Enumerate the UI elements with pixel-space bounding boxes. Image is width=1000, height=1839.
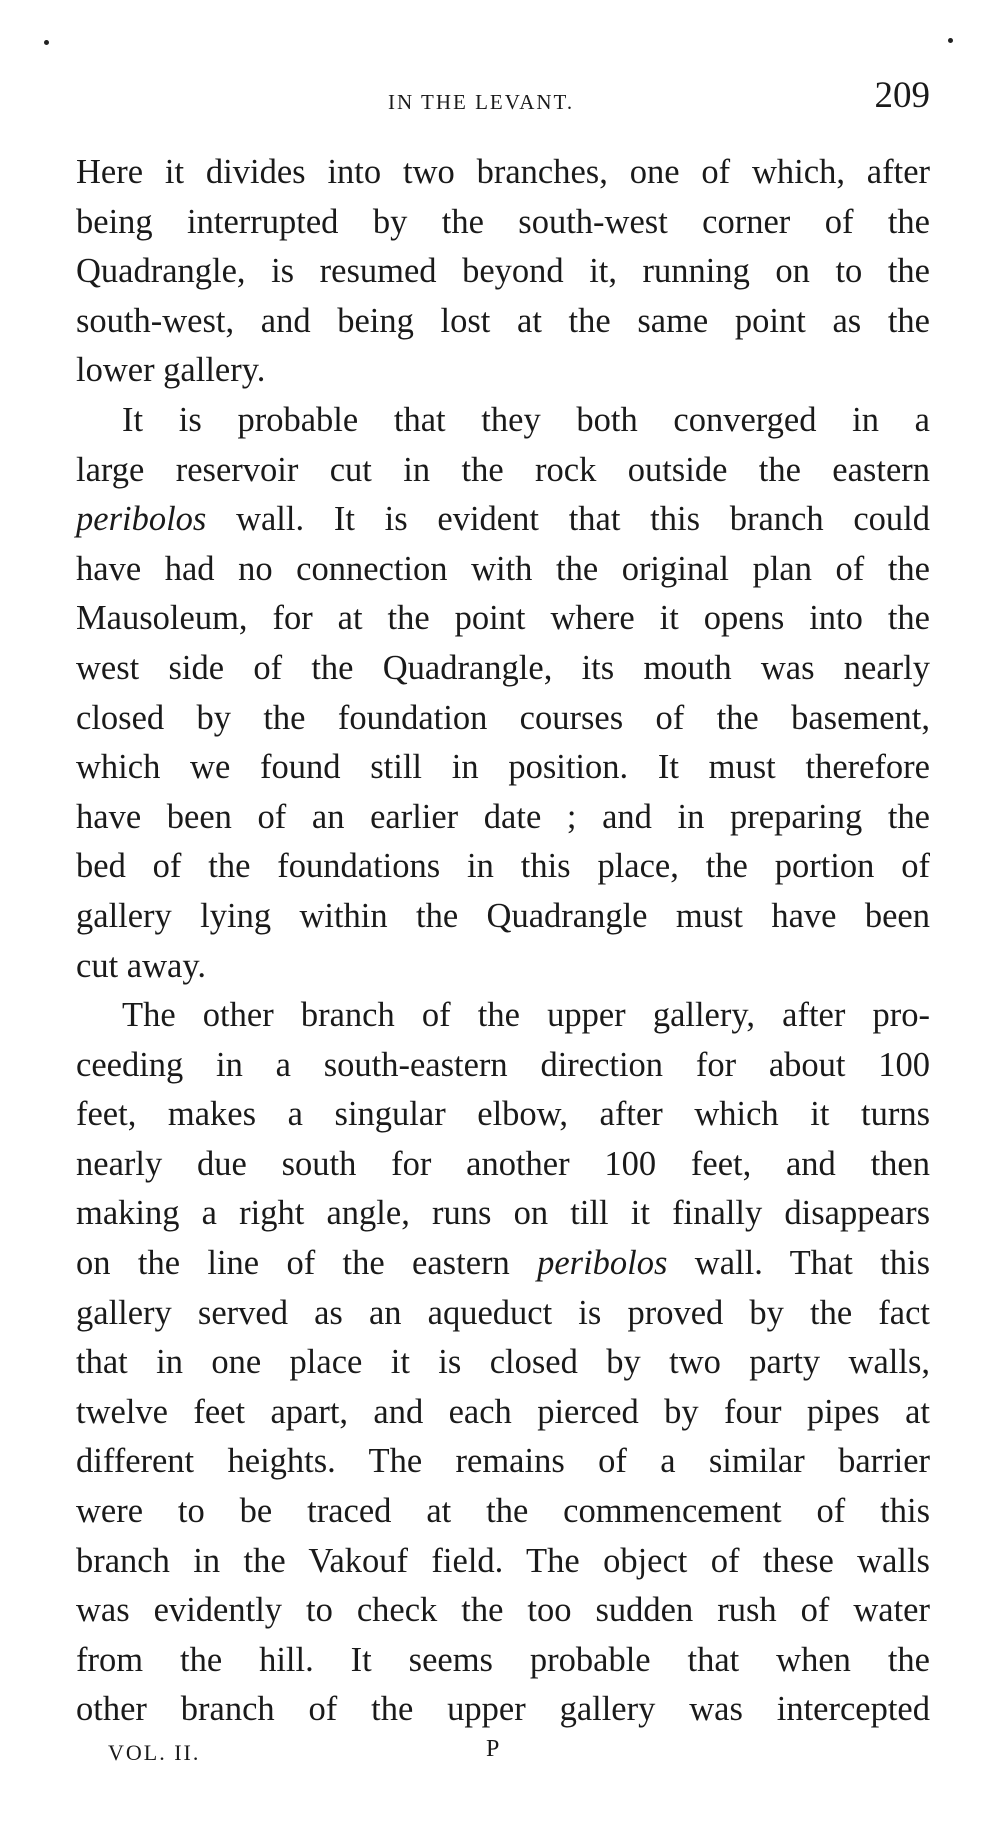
text-line: closed by the foundation courses of the basement, [76, 698, 930, 737]
italic-term: peribolos [76, 500, 207, 539]
page-number: 209 [874, 75, 930, 116]
text-line: twelve feet apart, and each pierced by four pipes at [76, 1392, 930, 1431]
text-line: The other branch of the upper gallery, after pro- [122, 996, 930, 1035]
text-line: south-west, and being lost at the same point as the [76, 301, 930, 340]
text-line: making a right angle, runs on till it finally disappears [76, 1194, 930, 1233]
text-line: have been of an earlier date ; and in preparing the [76, 797, 930, 836]
text-line: other branch of the upper gallery was intercepted [76, 1690, 930, 1729]
italic-term: peribolos [537, 1244, 668, 1283]
text-line: was evidently to check the too sudden rush of water [76, 1591, 930, 1630]
body-text [76, 148, 930, 1735]
text-line: bed of the foundations in this place, the portion of [76, 847, 930, 886]
text-line: have had no connection with the original plan of the [76, 549, 930, 588]
paragraph [76, 148, 930, 396]
running-head [0, 72, 1000, 122]
text-line: different heights. The remains of a similar barrier [76, 1442, 930, 1481]
page-footer [0, 1736, 1000, 1780]
paragraph [76, 396, 930, 991]
text-line: branch in the Vakouf field. The object of these walls [76, 1541, 930, 1580]
text-line: Quadrangle, is resumed beyond it, running on to the [76, 252, 930, 291]
text-line: ceeding in a south-eastern direction for about 100 [76, 1045, 930, 1084]
text-line: large reservoir cut in the rock outside the eastern [76, 450, 930, 489]
text-line: lower gallery. [76, 351, 266, 390]
text-line: cut away. [76, 946, 206, 985]
text-line: gallery lying within the Quadrangle must have been [76, 896, 930, 935]
volume-signature: VOL. II. [108, 1740, 201, 1765]
text-line: west side of the Quadrangle, its mouth was nearly [76, 648, 930, 687]
text-line: nearly due south for another 100 feet, and then [76, 1144, 930, 1183]
text-line: Mausoleum, for at the point where it opens into the [76, 599, 930, 638]
text-line: It is probable that they both converged in a [122, 400, 930, 439]
print-speck [948, 38, 953, 43]
text-line: which we found still in position. It must therefore [76, 748, 930, 787]
sheet-signature: P [486, 1736, 500, 1762]
text-line: Here it divides into two branches, one of which, after [76, 153, 930, 191]
text-line: were to be traced at the commencement of this [76, 1492, 930, 1531]
text-line: peribolos wall. It is evident that this branch could [76, 500, 930, 539]
paragraph [76, 991, 930, 1735]
running-title: IN THE LEVANT. [388, 90, 575, 114]
text-line: on the line of the eastern peribolos wall. That this [76, 1244, 930, 1283]
text-line: feet, makes a singular elbow, after which it turns [76, 1095, 930, 1134]
print-speck [44, 40, 49, 45]
text-line: from the hill. It seems probable that when the [76, 1640, 930, 1679]
text-line: gallery served as an aqueduct is proved by the fact [76, 1293, 930, 1332]
text-line: that in one place it is closed by two party walls, [76, 1343, 930, 1382]
text-line: being interrupted by the south-west corner of the [76, 202, 930, 241]
